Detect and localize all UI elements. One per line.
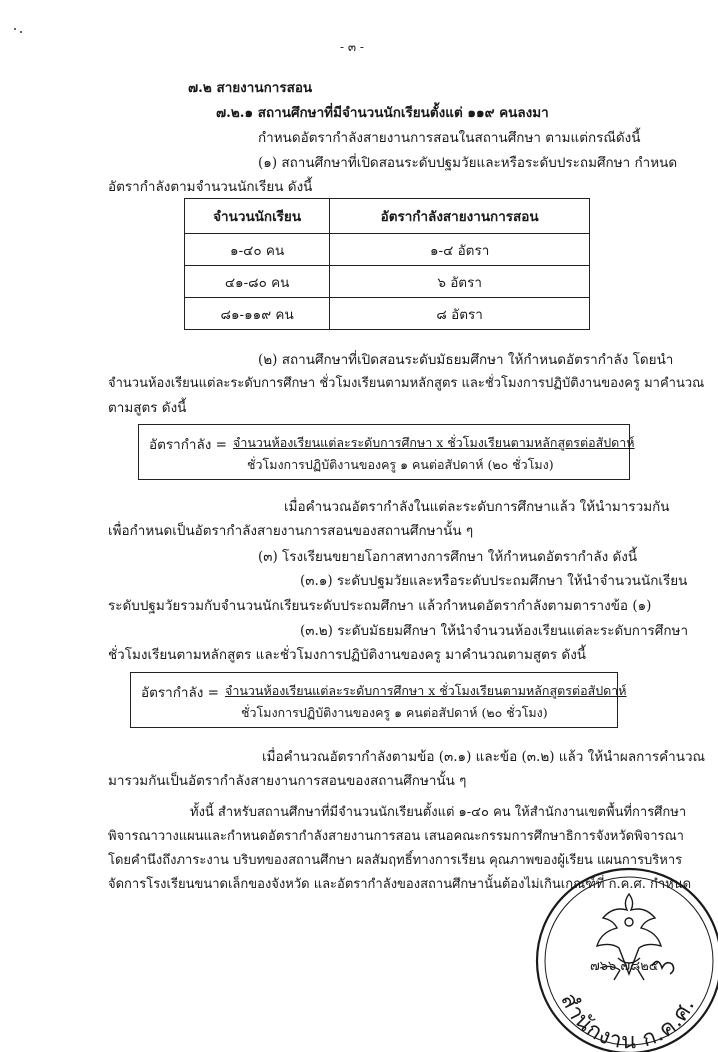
ratio-table — [184, 198, 590, 330]
final-para-line4: จัดการโรงเรียนขนาดเล็กของจังหวัด และอัตรากำลังของสถานศึกษานั้นต้องไม่เกินเกณฑ์ที่ ก.ค.ศ. กำหนด — [108, 877, 692, 892]
table-cell: ๑-๔๐ คน — [185, 234, 330, 266]
item1-line2: อัตรากำลังตามจำนวนนักเรียน ดังนี้ — [108, 179, 313, 195]
stamp-handwritten-number: ๗๖๖ ๗๘๒๕ — [590, 959, 659, 974]
table-cell: ๘ อัตรา — [330, 298, 590, 330]
item3-text: (๓) โรงเรียนขยายโอกาสทางการศึกษา ให้กำหนดอัตรากำลัง ดังนี้ — [258, 549, 638, 565]
item3-1-line2: ระดับปฐมวัยรวมกับจำนวนนักเรียนระดับประถมศึกษา แล้วกำหนดอัตรากำลังตามตารางข้อ (๑) — [108, 598, 652, 614]
formula-label: อัตรากำลัง = — [149, 437, 227, 453]
after-formula2-line2: มารวมกันเป็นอัตรากำลังสายงานการสอนของสถานศึกษานั้น ๆ — [108, 773, 467, 789]
intro-text: กำหนดอัตรากำลังสายงานการสอนในสถานศึกษา ตามแต่กรณีดังนี้ — [258, 130, 641, 146]
item3-2-line1: (๓.๒) ระดับมัธยมศึกษา ให้นำจำนวนห้องเรียนแต่ละระดับการศึกษา — [300, 623, 689, 639]
table-cell: ๖ อัตรา — [330, 266, 590, 298]
formula-denominator: ชั่วโมงการปฏิบัติงานของครู ๑ คนต่อสัปดาห์ (๒๐ ชั่วโมง) — [247, 457, 554, 472]
item3-2-line2: ชั่วโมงเรียนตามหลักสูตร และชั่วโมงการปฏิบัติงานของครู มาคำนวณตามสูตร ดังนี้ — [108, 647, 587, 663]
table-row — [185, 298, 590, 330]
stamp-text: สำนักงาน ก.ค.ศ. — [555, 989, 701, 1052]
section-title: ๗.๒ สายงานการสอน — [188, 80, 313, 96]
after-formula1-line1: เมื่อคำนวณอัตรากำลังในแต่ละระดับการศึกษาแล้ว ให้นำมารวมกัน — [284, 499, 670, 515]
item3-1-line1: (๓.๑) ระดับปฐมวัยและหรือระดับประถมศึกษา ให้นำจำนวนนักเรียน — [300, 573, 688, 589]
table-cell: ๘๑-๑๑๙ คน — [185, 298, 330, 330]
item2-line1: (๒) สถานศึกษาที่เปิดสอนระดับมัธยมศึกษา ให้กำหนดอัตรากำลัง โดยนำ — [258, 352, 674, 368]
formula-label: อัตรากำลัง = — [141, 685, 219, 701]
table-header: จำนวนนักเรียน — [185, 199, 330, 234]
scan-speck — [20, 31, 22, 33]
final-para-line3: โดยคำนึงถึงภาระงาน บริบทของสถานศึกษา ผลสัมฤทธิ์ทางการเรียน คุณภาพของผู้เรียน แผนการบริหาร — [108, 853, 683, 868]
table-row — [185, 234, 590, 266]
table-cell: ๔๑-๘๐ คน — [185, 266, 330, 298]
formula-box-2 — [130, 672, 627, 728]
item1-line1: (๑) สถานศึกษาที่เปิดสอนระดับปฐมวัยและหรือระดับประถมศึกษา กำหนด — [258, 155, 678, 171]
after-formula1-line2: เพื่อกำหนดเป็นอัตรากำลังสายงานการสอนของสถานศึกษานั้น ๆ — [108, 523, 474, 539]
after-formula2-line1: เมื่อคำนวณอัตรากำลังตามข้อ (๓.๑) และข้อ (๓.๒) แล้ว ให้นำผลการคำนวณ — [262, 749, 706, 765]
item2-line3: ตามสูตร ดังนี้ — [108, 400, 187, 416]
scan-speck — [14, 28, 16, 30]
table-cell: ๑-๔ อัตรา — [330, 234, 590, 266]
formula-box-1 — [138, 424, 635, 480]
final-para-line2: พิจารณาวางแผนและกำหนดอัตรากำลังสายงานการสอน เสนอคณะกรรมการศึกษาธิการจังหวัดพิจารณา — [108, 829, 684, 844]
formula-denominator: ชั่วโมงการปฏิบัติงานของครู ๑ คนต่อสัปดาห์ (๒๐ ชั่วโมง) — [241, 705, 548, 720]
subsection-title: ๗.๒.๑ สถานศึกษาที่มีจำนวนนักเรียนตั้งแต่ ๑๑๙ คนลงมา — [216, 105, 549, 121]
table-header-row — [185, 199, 590, 234]
table-header: อัตรากำลังสายงานการสอน — [330, 199, 590, 234]
stamp-arc-text — [555, 989, 700, 1052]
formula-numerator: จำนวนห้องเรียนแต่ละระดับการศึกษา x ชั่วโมงเรียนตามหลักสูตรต่อสัปดาห์ — [225, 683, 627, 698]
table-row — [185, 266, 590, 298]
page-number: - ๓ - — [340, 40, 364, 54]
item2-line2: จำนวนห้องเรียนแต่ละระดับการศึกษา ชั่วโมงเรียนตามหลักสูตร และชั่วโมงการปฏิบัติงานของครู มาคำนวณ — [108, 376, 705, 391]
final-para-line1: ทั้งนี้ สำหรับสถานศึกษาที่มีจำนวนนักเรียนตั้งแต่ ๑-๔๐ คน ให้สำนักงานเขตพื้นที่การศึกษา — [190, 805, 687, 820]
formula-numerator: จำนวนห้องเรียนแต่ละระดับการศึกษา x ชั่วโมงเรียนตามหลักสูตรต่อสัปดาห์ — [233, 435, 635, 450]
